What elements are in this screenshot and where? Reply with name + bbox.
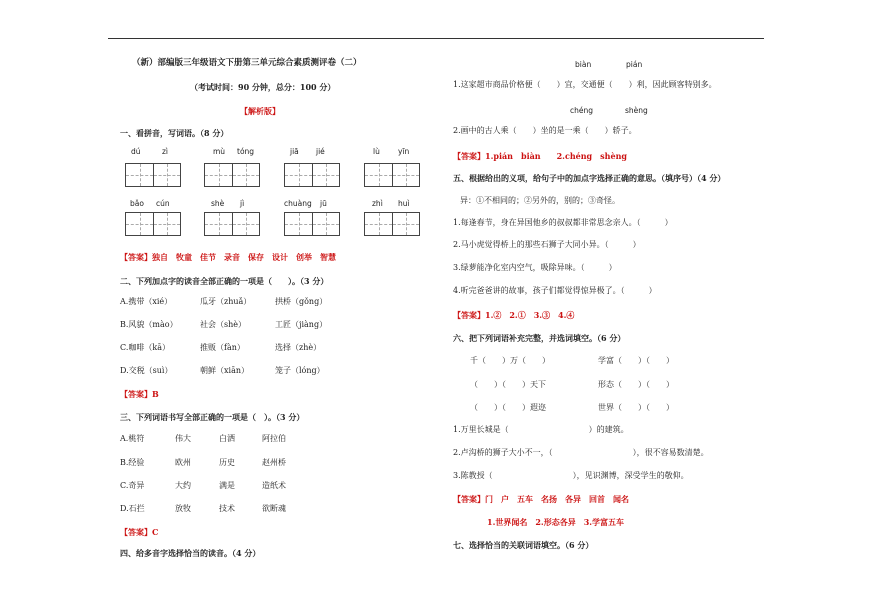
q6-idiom: 学富（ ）（ ） bbox=[598, 356, 674, 365]
q2-option-c: C.咖啡（kā） bbox=[120, 343, 170, 352]
q6-fill: 1.万里长城是（ ）的建筑。 bbox=[453, 425, 629, 434]
q2-option-d: D.交税（suì） bbox=[120, 366, 173, 375]
q3-option-b: 历史 bbox=[219, 458, 235, 467]
exam-info: （考试时间：90 分钟，总分：100 分） bbox=[190, 82, 336, 92]
q3-option-d: 技术 bbox=[219, 504, 235, 513]
q2-heading: 二、下列加点字的读音全部正确的一项是（ ）。（3 分） bbox=[120, 276, 329, 286]
pinyin: zì bbox=[162, 147, 169, 156]
pinyin: chuàng bbox=[284, 199, 312, 208]
q6-heading: 六、把下列词语补充完整，并选词填空。（6 分） bbox=[453, 333, 626, 343]
pinyin: chéng bbox=[570, 106, 594, 115]
writing-grid[interactable] bbox=[364, 163, 420, 187]
q3-option-d: 欲断魂 bbox=[262, 504, 286, 513]
q6-idiom: 千（ ）万（ ） bbox=[470, 356, 550, 365]
q3-option-c: 满是 bbox=[219, 481, 235, 490]
writing-grid[interactable] bbox=[284, 212, 340, 236]
q3-option-c: C.奇异 bbox=[120, 481, 145, 490]
q4-line-1: 1.这家超市商品价格便（ ）宜，交通便（ ）利，因此顾客特别多。 bbox=[453, 80, 717, 89]
q3-heading: 三、下列词语书写全部正确的一项是（ ）。（3 分） bbox=[120, 412, 305, 422]
top-rule bbox=[108, 38, 764, 39]
q2-option-b: B.风貌（mào） bbox=[120, 320, 178, 329]
q3-option-a: 阿拉伯 bbox=[262, 434, 286, 443]
q5-meanings: 异：①不相同的；②另外的，别的；③奇怪。 bbox=[460, 196, 620, 205]
q2-option-d: 朝鲜（xiān） bbox=[200, 366, 249, 375]
pinyin: dú bbox=[131, 147, 141, 156]
q4-heading: 四、给多音字选择恰当的读音。（4 分） bbox=[120, 548, 261, 558]
edition-label: 【解析版】 bbox=[240, 106, 280, 116]
q3-option-d: D.石拦 bbox=[120, 504, 145, 513]
q5-answer: 【答案】1.② 2.① 3.③ 4.④ bbox=[453, 310, 575, 320]
q6-idiom: 世界（ ）（ ） bbox=[598, 403, 674, 412]
writing-grid[interactable] bbox=[125, 163, 181, 187]
q6-idiom: 形态（ ）（ ） bbox=[598, 380, 674, 389]
q6-answer: 1.世界闻名 2.形态各异 3.学富五车 bbox=[487, 517, 625, 527]
q1-heading: 一、看拼音，写词语。（8 分） bbox=[120, 128, 229, 138]
q5-line: 4.听完爸爸讲的故事，孩子们都觉得惊异极了。（ ） bbox=[453, 286, 657, 295]
q3-option-b: 欧州 bbox=[175, 458, 191, 467]
q3-option-d: 放牧 bbox=[175, 504, 191, 513]
q3-option-c: 大约 bbox=[175, 481, 191, 490]
q2-option-b: 工匠（jiàng） bbox=[275, 320, 328, 329]
writing-grid[interactable] bbox=[284, 163, 340, 187]
page-title: （新）部编版三年级语文下册第三单元综合素质测评卷（二） bbox=[132, 58, 362, 68]
q3-option-a: A.桃符 bbox=[120, 434, 145, 443]
q3-answer: 【答案】C bbox=[120, 527, 159, 537]
pinyin: bǎo bbox=[130, 199, 144, 208]
q3-option-b: 赵州桥 bbox=[262, 458, 286, 467]
pinyin: biàn bbox=[575, 60, 592, 69]
pinyin: yīn bbox=[398, 147, 410, 156]
q5-line: 3.绿萝能净化室内空气，吸除异味。（ ） bbox=[453, 263, 617, 272]
q2-option-d: 笼子（lóng） bbox=[275, 366, 325, 375]
q3-option-a: 白洒 bbox=[219, 434, 235, 443]
writing-grid[interactable] bbox=[125, 212, 181, 236]
q2-option-b: 社会（shè） bbox=[200, 320, 246, 329]
pinyin: lù bbox=[373, 147, 380, 156]
writing-grid[interactable] bbox=[364, 212, 420, 236]
pinyin: jū bbox=[320, 199, 327, 208]
writing-grid[interactable] bbox=[204, 163, 260, 187]
pinyin: jì bbox=[240, 199, 245, 208]
q2-option-c: 选择（zhè） bbox=[275, 343, 322, 352]
q6-idiom: （ ）（ ）天下 bbox=[470, 380, 546, 389]
pinyin: mù bbox=[213, 147, 226, 156]
pinyin: cún bbox=[156, 199, 170, 208]
q2-option-a: 拱桥（gǒng） bbox=[275, 297, 328, 306]
q4-line-2: 2.画中的古人乘（ ）坐的是一乘（ ）轿子。 bbox=[453, 126, 637, 135]
q5-line: 2.马小虎觉得桥上的那些石狮子大同小异。（ ） bbox=[453, 240, 641, 249]
q3-option-a: 伟大 bbox=[175, 434, 191, 443]
q6-answer: 【答案】门 户 五车 名扬 各异 回首 闻名 bbox=[453, 494, 629, 504]
q1-answer: 【答案】独自 牧童 佳节 录音 保存 设计 创举 智慧 bbox=[120, 252, 336, 262]
q4-answer: 【答案】1.pián biàn 2.chéng shèng bbox=[453, 151, 627, 161]
q6-fill: 3.陈教授（ ），见识渊博，深受学生的敬仰。 bbox=[453, 471, 689, 480]
q5-heading: 五、根据给出的义项，给句子中的加点字选择正确的意思。（填序号）（4 分） bbox=[453, 173, 726, 183]
q2-answer: 【答案】B bbox=[120, 389, 159, 399]
pinyin: jiā bbox=[290, 147, 299, 156]
pinyin: huì bbox=[398, 199, 410, 208]
writing-grid[interactable] bbox=[204, 212, 260, 236]
q2-option-c: 推贩（fàn） bbox=[200, 343, 245, 352]
pinyin: tóng bbox=[237, 147, 255, 156]
pinyin: jié bbox=[316, 147, 325, 156]
pinyin: shèng bbox=[625, 106, 648, 115]
q7-heading: 七、选择恰当的关联词语填空。（6 分） bbox=[453, 540, 594, 550]
q6-idiom: （ ）（ ）遐迩 bbox=[470, 403, 546, 412]
q2-option-a: 瓜牙（zhuǎ） bbox=[200, 297, 252, 306]
pinyin: shè bbox=[211, 199, 225, 208]
q6-fill: 2.卢沟桥的狮子大小不一，（ ），很不容易数清楚。 bbox=[453, 448, 709, 457]
q2-option-a: A.携带（xié） bbox=[120, 297, 173, 306]
q3-option-c: 造纸术 bbox=[262, 481, 286, 490]
q3-option-b: B.经验 bbox=[120, 458, 145, 467]
q5-line: 1.每逢春节，身在异国他乡的叔叔都非常思念亲人。（ ） bbox=[453, 218, 673, 227]
pinyin: zhì bbox=[372, 199, 383, 208]
pinyin: pián bbox=[626, 60, 643, 69]
